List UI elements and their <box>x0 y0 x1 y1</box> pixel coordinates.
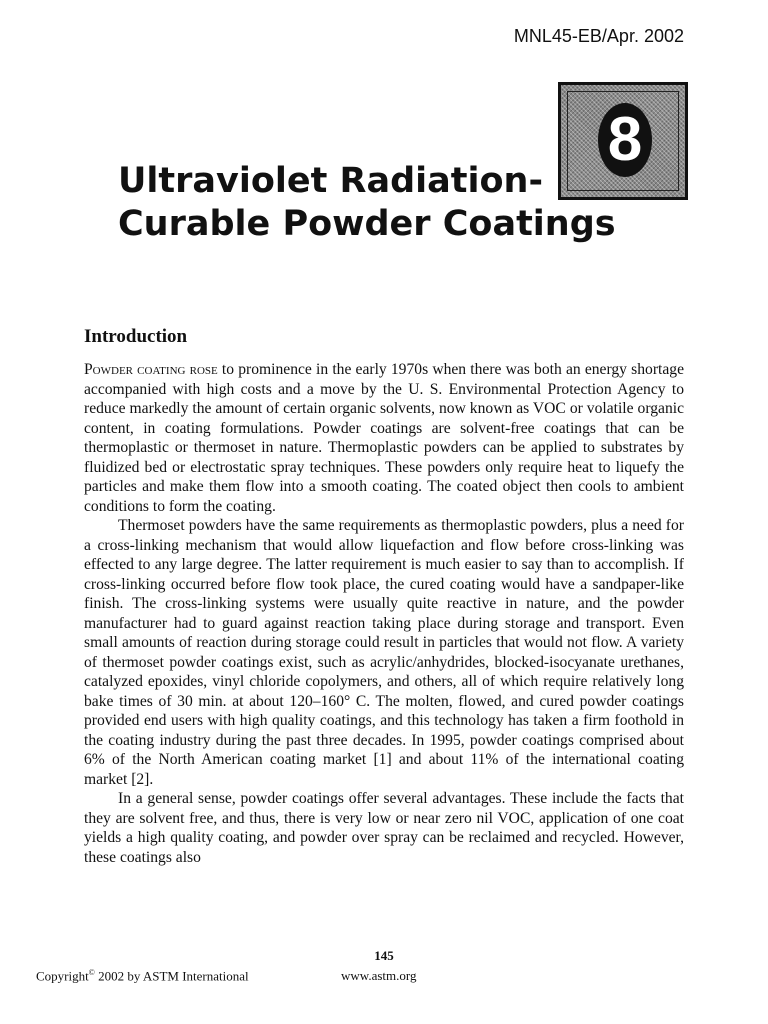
chapter-title-line-1: Ultraviolet Radiation- <box>118 161 543 201</box>
page-number: 145 <box>374 948 394 963</box>
document-id: MNL45-EB/Apr. 2002 <box>513 26 684 46</box>
paragraph-1-lead: Powder coating rose <box>84 361 218 378</box>
paragraph-1-body: to prominence in the early 1970s when there was both an energy shortage accompanied with high costs and a move by the U. S. Environmental Protection Agency to reduce markedly the amount of certain organic solvents, now known as VOC or volatile organic content, in coating formulations. Powder coatings are solvent-free coatings that can be thermoplastic or thermoset in nature. Thermoplastic powders can be applied to substrates by fluidized bed or electrostatic spray techniques. These powders only require heat to liquefy the particles and make them flow into a smooth coating. The coated object then cools to ambient conditions to form the coating. <box>84 361 684 515</box>
chapter-title-line-2: Curable Powder Coatings <box>118 204 616 244</box>
copyright-holder: 2002 by ASTM International <box>94 968 249 984</box>
body-text <box>84 360 684 867</box>
copyright-notice <box>36 968 249 984</box>
paragraph-2: Thermoset powders have the same requirements as thermoplastic powders, plus a need for a cross-linking mechanism that would allow liquefaction and flow before cross-linking was effected to any large degree. The latter requirement is much easier to say than to accomplish. If cross-linking occurred before flow took place, the cured coating would have a sandpaper-like finish. The cross-linking systems were usually quite reactive in nature, and the powder manufacturer had to guard against reaction taking place during storage and transport. Even small amounts of reaction during storage could result in particles that would not flow. A variety of thermoset powder coatings exist, such as acrylic/anhydrides, blocked-isocyanate urethanes, catalyzed epoxides, vinyl chloride copolymers, and others, all of which require relatively long bake times of 30 min. at about 120–160° C. The molten, flowed, and cured powder coatings provided end users with high quality coatings, and this technology has taken a firm foothold in the coating industry during the past three decades. In 1995, powder coatings comprised about 6% of the North American coating market [1] and about 11% of the international coating market [2]. <box>84 517 684 788</box>
paragraph-3: In a general sense, powder coatings offer several advantages. These include the facts that they are solvent free, and thus, there is very low or near zero nil VOC, application of one coat yields a high quality coating, and powder over spray can be reclaimed and recycled. However, these coatings also <box>84 790 684 866</box>
website-link[interactable]: www.astm.org <box>341 968 417 983</box>
paragraph-1 <box>84 360 684 516</box>
copyright-word: Copyright <box>36 968 89 984</box>
chapter-title <box>118 160 718 246</box>
chapter-number: 8 <box>607 105 643 174</box>
section-heading: Introduction <box>84 326 188 347</box>
copyright-symbol: © <box>88 968 95 977</box>
